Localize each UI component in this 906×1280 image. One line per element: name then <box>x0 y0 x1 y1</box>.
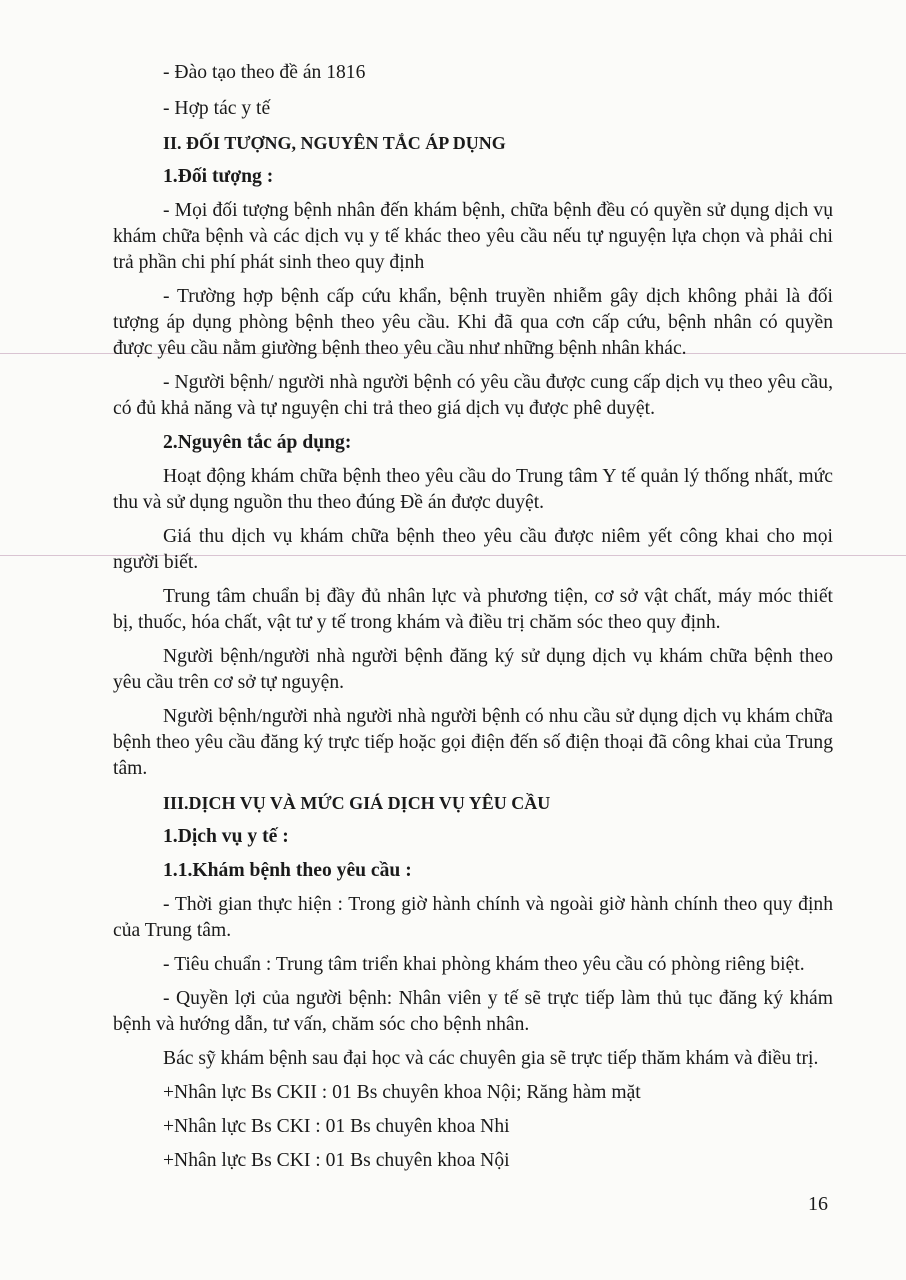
paragraph: - Mọi đối tượng bệnh nhân đến khám bệnh, chữa bệnh đều có quyền sử dụng dịch vụ khám chữa bệnh và các dịch vụ y tế khác theo yêu cầu nếu tự nguyện lựa chọn và phải chi trả phần chi phí phát sinh theo quy định <box>113 200 833 273</box>
staff-item: +Nhân lực Bs CKI : 01 Bs chuyên khoa Nhi <box>163 1116 510 1137</box>
bullet-item: - Hợp tác y tế <box>163 98 271 119</box>
section-heading: III.DỊCH VỤ VÀ MỨC GIÁ DỊCH VỤ YÊU CẦU <box>163 793 551 813</box>
subsection-heading: 1.1.Khám bệnh theo yêu cầu : <box>163 860 412 881</box>
paragraph: Người bệnh/người nhà người nhà người bệnh có nhu cầu sử dụng dịch vụ khám chữa bệnh theo yêu cầu đăng ký trực tiếp hoặc gọi điện đến số điện thoại đã công khai của Trung tâm. <box>113 706 833 779</box>
paragraph: Hoạt động khám chữa bệnh theo yêu cầu do Trung tâm Y tế quản lý thống nhất, mức thu và sử dụng nguồn thu theo đúng Đề án được duyệt. <box>113 466 833 513</box>
paragraph: - Thời gian thực hiện : Trong giờ hành chính và ngoài giờ hành chính theo quy định của Trung tâm. <box>113 894 833 941</box>
bullet-item: - Đào tạo theo đề án 1816 <box>163 62 366 83</box>
paragraph: Giá thu dịch vụ khám chữa bệnh theo yêu cầu được niêm yết công khai cho mọi người biết. <box>113 526 833 573</box>
subsection-heading: 1.Dịch vụ y tế : <box>163 826 289 847</box>
page-number: 16 <box>808 1193 828 1215</box>
document-body <box>113 60 833 1174</box>
section-heading: II. ĐỐI TƯỢNG, NGUYÊN TẮC ÁP DỤNG <box>163 133 506 153</box>
subsection-heading: 1.Đối tượng : <box>163 166 274 187</box>
subsection-heading: 2.Nguyên tắc áp dụng: <box>163 432 352 453</box>
staff-item: +Nhân lực Bs CKI : 01 Bs chuyên khoa Nội <box>163 1150 510 1171</box>
staff-item: +Nhân lực Bs CKII : 01 Bs chuyên khoa Nội; Răng hàm mặt <box>163 1082 641 1103</box>
paragraph: - Quyền lợi của người bệnh: Nhân viên y tế sẽ trực tiếp làm thủ tục đăng ký khám bệnh và hướng dẫn, tư vấn, chăm sóc cho bệnh nhân. <box>113 988 833 1035</box>
paragraph: - Người bệnh/ người nhà người bệnh có yêu cầu được cung cấp dịch vụ theo yêu cầu, có đủ khả năng và tự nguyện chi trả theo giá dịch vụ được phê duyệt. <box>113 372 833 419</box>
paragraph: Trung tâm chuẩn bị đầy đủ nhân lực và phương tiện, cơ sở vật chất, máy móc thiết bị, thuốc, hóa chất, vật tư y tế trong khám và điều trị chăm sóc theo quy định. <box>113 586 833 633</box>
paragraph: Bác sỹ khám bệnh sau đại học và các chuyên gia sẽ trực tiếp thăm khám và điều trị. <box>163 1048 819 1069</box>
paragraph: - Tiêu chuẩn : Trung tâm triển khai phòng khám theo yêu cầu có phòng riêng biệt. <box>163 954 805 975</box>
paragraph: Người bệnh/người nhà người bệnh đăng ký sử dụng dịch vụ khám chữa bệnh theo yêu cầu trên cơ sở tự nguyện. <box>113 646 833 693</box>
paragraph: - Trường hợp bệnh cấp cứu khẩn, bệnh truyền nhiễm gây dịch không phải là đối tượng áp dụng phòng bệnh theo yêu cầu. Khi đã qua cơn cấp cứu, bệnh nhân có quyền được yêu cầu nằm giường bệnh theo yêu cầu như những bệnh nhân khác. <box>113 286 833 359</box>
